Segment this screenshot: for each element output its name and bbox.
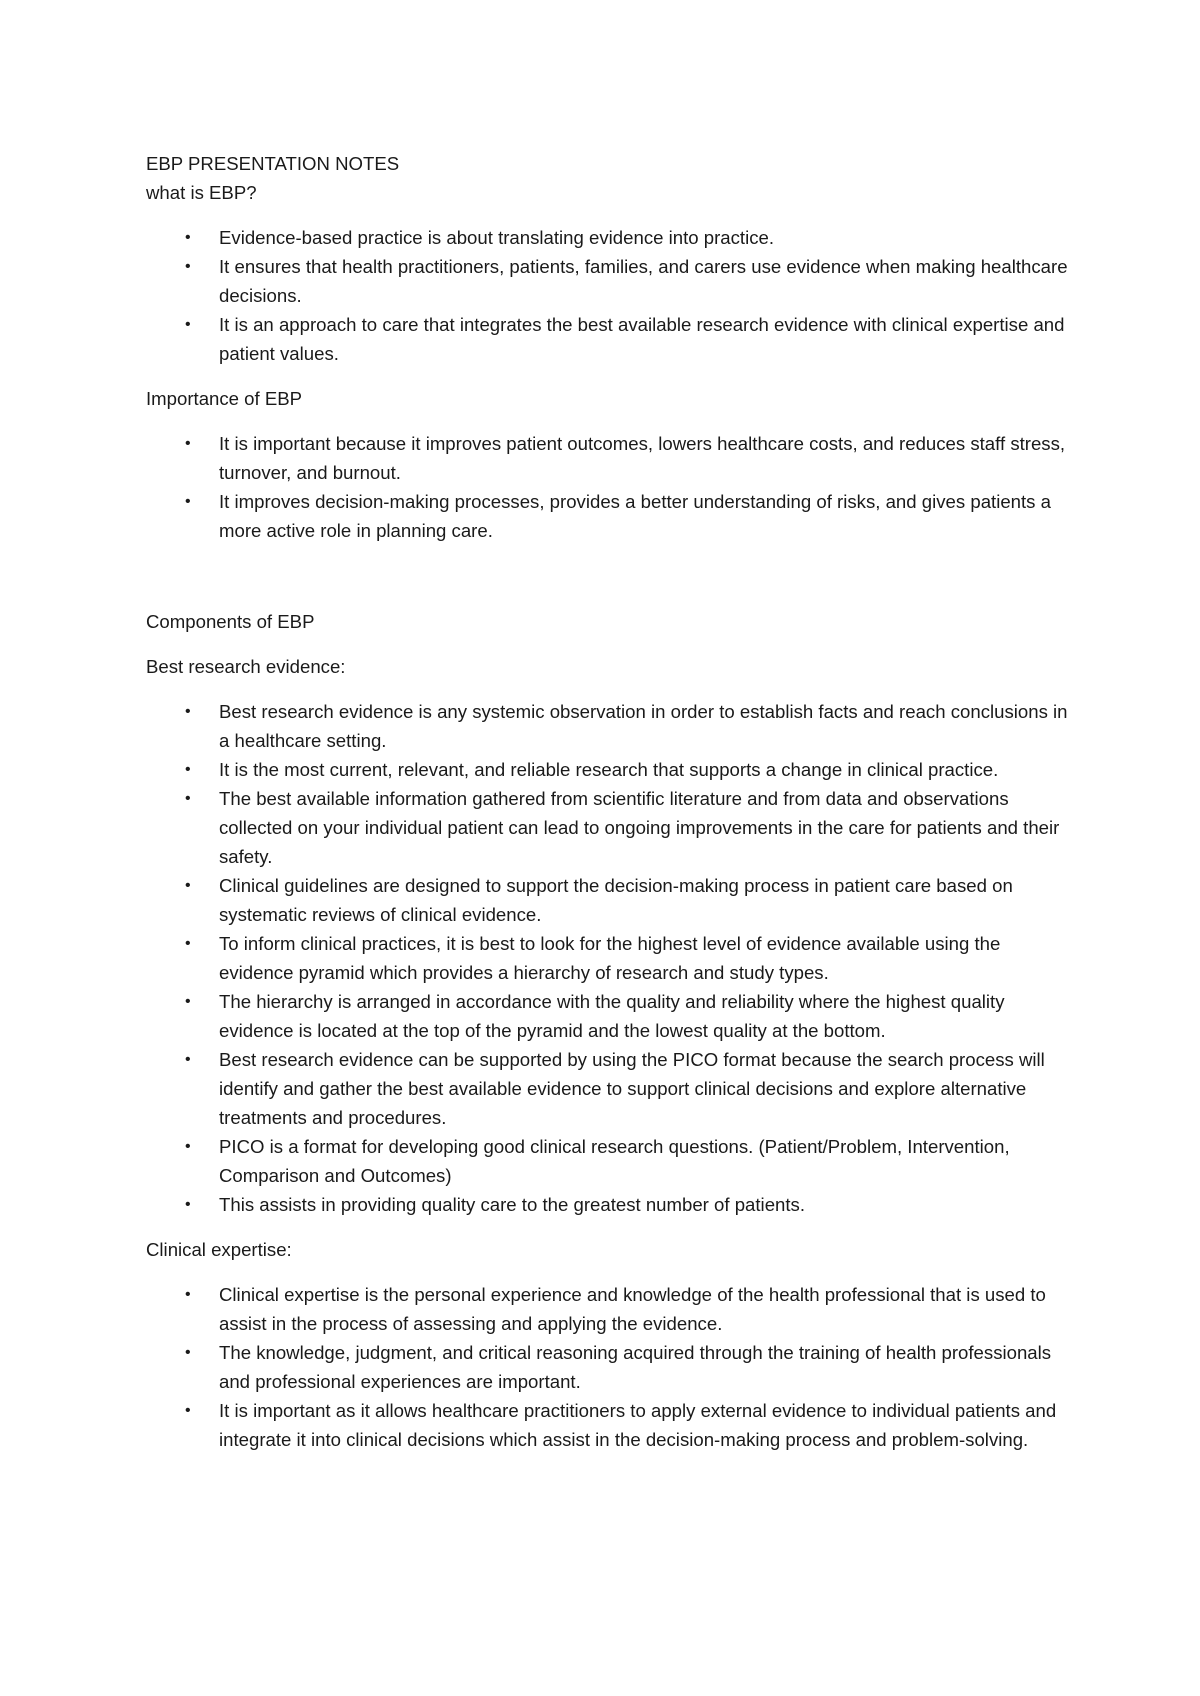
list-item: • It improves decision-making processes, provides a better understanding of risks, and gives patients a more active role in planning care. — [146, 487, 1076, 545]
best-research-heading: Best research evidence: — [146, 656, 346, 677]
bullet-icon: • — [185, 993, 191, 1010]
list-item: • The knowledge, judgment, and critical reasoning acquired through the training of health professionals and professional experiences are important. — [146, 1338, 1076, 1396]
bullet-icon: • — [185, 1051, 191, 1068]
bullet-icon: • — [185, 435, 191, 452]
bullet-icon: • — [185, 1344, 191, 1361]
bullet-icon: • — [185, 229, 191, 246]
bullet-icon: • — [185, 1286, 191, 1303]
bullet-icon: • — [185, 493, 191, 510]
best-research-list — [146, 697, 1076, 1219]
bullet-icon: • — [185, 703, 191, 720]
clinical-expertise-list — [146, 1280, 1076, 1454]
bullet-icon: • — [185, 790, 191, 807]
what-is-ebp-heading: what is EBP? — [146, 182, 257, 203]
list-item: • It ensures that health practitioners, patients, families, and carers use evidence when making healthcare decisions. — [146, 252, 1076, 310]
list-item: • Best research evidence can be supported by using the PICO format because the search process will identify and gather the best available evidence to support clinical decisions and explore alternative treatments and procedures. — [146, 1045, 1076, 1132]
list-item: • It is important because it improves patient outcomes, lowers healthcare costs, and reduces staff stress, turnover, and burnout. — [146, 429, 1076, 487]
clinical-expertise-heading: Clinical expertise: — [146, 1239, 292, 1260]
list-item: • The best available information gathered from scientific literature and from data and observations collected on your individual patient can lead to ongoing improvements in the care for patients and their safety. — [146, 784, 1076, 871]
document-title: EBP PRESENTATION NOTES — [146, 153, 400, 174]
document-body — [146, 149, 1076, 1470]
list-item: • It is important as it allows healthcare practitioners to apply external evidence to individual patients and integrate it into clinical decisions which assist in the decision-making process and problem-solving. — [146, 1396, 1076, 1454]
components-heading: Components of EBP — [146, 611, 315, 632]
what-is-ebp-list — [146, 223, 1076, 368]
bullet-icon: • — [185, 1402, 191, 1419]
bullet-icon: • — [185, 1138, 191, 1155]
bullet-icon: • — [185, 258, 191, 275]
list-item: • The hierarchy is arranged in accordance with the quality and reliability where the highest quality evidence is located at the top of the pyramid and the lowest quality at the bottom. — [146, 987, 1076, 1045]
importance-list — [146, 429, 1076, 545]
list-item: • PICO is a format for developing good clinical research questions. (Patient/Problem, Intervention, Comparison and Outcomes) — [146, 1132, 1076, 1190]
importance-heading: Importance of EBP — [146, 388, 303, 409]
bullet-icon: • — [185, 316, 191, 333]
list-item: • Clinical expertise is the personal experience and knowledge of the health professional that is used to assist in the process of assessing and applying the evidence. — [146, 1280, 1076, 1338]
bullet-icon: • — [185, 877, 191, 894]
list-item: • This assists in providing quality care to the greatest number of patients. — [146, 1190, 1076, 1219]
list-item: • It is the most current, relevant, and reliable research that supports a change in clinical practice. — [146, 755, 1076, 784]
list-item: • It is an approach to care that integrates the best available research evidence with clinical expertise and patient values. — [146, 310, 1076, 368]
list-item: • Best research evidence is any systemic observation in order to establish facts and reach conclusions in a healthcare setting. — [146, 697, 1076, 755]
bullet-icon: • — [185, 935, 191, 952]
list-item: • Evidence-based practice is about translating evidence into practice. — [146, 223, 1076, 252]
list-item: • Clinical guidelines are designed to support the decision-making process in patient care based on systematic reviews of clinical evidence. — [146, 871, 1076, 929]
bullet-icon: • — [185, 761, 191, 778]
list-item: • To inform clinical practices, it is best to look for the highest level of evidence available using the evidence pyramid which provides a hierarchy of research and study types. — [146, 929, 1076, 987]
bullet-icon: • — [185, 1196, 191, 1213]
